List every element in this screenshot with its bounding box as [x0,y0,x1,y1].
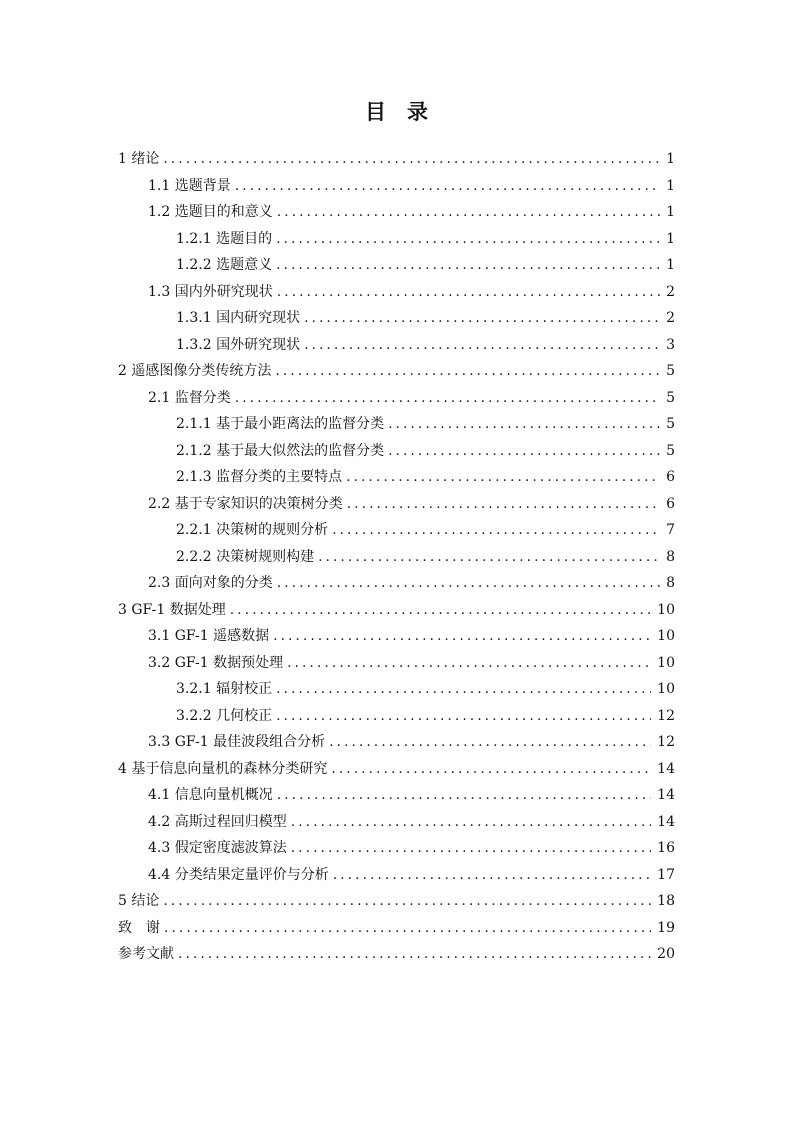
toc-page-number: 5 [666,442,675,459]
toc-entry[interactable] [176,411,675,437]
toc-entry-label: 1.2.1 选题目的 [176,230,273,247]
toc-entry[interactable] [118,597,675,623]
toc-leader-dots [235,385,660,411]
toc-entry-label: 2.1 监督分类 [148,389,231,406]
toc-entry[interactable] [176,544,675,570]
toc-page-number: 10 [657,601,675,618]
toc-entry[interactable] [148,279,675,305]
toc-entry[interactable] [176,464,675,490]
toc-entry[interactable] [118,888,675,914]
toc-leader-dots [164,915,651,941]
toc-entry[interactable] [176,332,675,358]
toc-entry[interactable] [118,941,675,967]
toc-leader-dots [163,888,651,914]
toc-leader-dots [230,597,651,623]
toc-entry[interactable] [148,862,675,888]
toc-leader-dots [178,941,651,967]
toc-page-number: 7 [666,522,675,538]
toc-leader-dots [287,650,651,676]
toc-page-number: 16 [657,840,675,856]
toc-page-number: 6 [666,469,675,485]
toc-leader-dots [163,146,660,172]
toc-entry-label: 3.2.1 辐射校正 [176,681,273,697]
toc-entry[interactable] [148,809,675,835]
toc-entry[interactable] [118,146,675,172]
toc-entry-label: 致 谢 [118,919,160,936]
toc-entry-label: 2.2.1 决策树的规则分析 [176,522,329,538]
toc-leader-dots [333,862,651,888]
toc-page-number: 18 [657,893,675,909]
toc-entry-label: 3.2.2 几何校正 [176,707,273,724]
toc-page-number: 1 [666,151,675,167]
toc-entry-label: 1.3.2 国外研究现状 [176,336,301,353]
toc-leader-dots [275,358,660,384]
toc-leader-dots [291,809,651,835]
toc-leader-dots [331,756,651,782]
toc-entry-label: 2.3 面向对象的分类 [148,575,273,591]
toc-leader-dots [277,199,660,225]
toc-entry[interactable] [148,491,675,517]
toc-leader-dots [332,517,660,543]
toc-entry-label: 1.1 选题背景 [148,177,231,194]
toc-entry[interactable] [148,835,675,861]
toc-page-number: 14 [657,787,675,803]
toc-entry[interactable] [148,570,675,596]
toc-page-number: 5 [666,363,675,379]
toc-entry-label: 3.2 GF-1 数据预处理 [148,654,284,671]
toc-entry-label: 4 基于信息向量机的森林分类研究 [118,760,328,777]
toc-leader-dots [318,544,660,570]
toc-leader-dots [276,226,660,252]
toc-leader-dots [388,411,660,437]
toc-page-number: 5 [666,389,675,406]
toc-entry[interactable] [148,623,675,649]
toc-entry[interactable] [176,676,675,702]
toc-leader-dots [388,438,660,464]
toc-entry[interactable] [118,358,675,384]
toc-leader-dots [276,676,651,702]
toc-entry[interactable] [176,438,675,464]
toc-entry-label: 3 GF-1 数据处理 [118,601,226,618]
toc-leader-dots [235,173,660,199]
toc-entry[interactable] [148,173,675,199]
toc-page-number: 1 [666,230,675,247]
toc-page-number: 1 [666,257,675,273]
toc-entry-label: 2.1.3 监督分类的主要特点 [176,469,343,485]
toc-page-number: 20 [657,946,675,962]
toc-entry[interactable] [148,650,675,676]
toc-leader-dots [347,491,660,517]
toc-entry-label: 1.2 选题目的和意义 [148,204,273,220]
toc-entry-label: 2 遥感图像分类传统方法 [118,363,272,379]
toc-entry-label: 3.1 GF-1 遥感数据 [148,628,270,644]
toc-page-number: 2 [666,310,675,326]
toc-entry[interactable] [148,729,675,755]
toc-leader-dots [276,703,651,729]
toc-page-number: 10 [657,654,675,671]
toc-page-number: 3 [666,336,675,353]
toc-page-number: 19 [657,919,675,936]
toc-entry-label: 参考文献 [118,946,174,962]
toc-page-number: 10 [657,628,675,644]
toc-page-number: 14 [657,760,675,777]
toc-entry[interactable] [118,915,675,941]
toc-entry-label: 1.3 国内外研究现状 [148,283,273,300]
toc-leader-dots [277,782,651,808]
toc-page-number: 12 [657,707,675,724]
toc-entry-label: 4.4 分类结果定量评价与分析 [148,866,329,883]
toc-entry-label: 4.1 信息向量机概况 [148,787,273,803]
toc-entry[interactable] [176,252,675,278]
toc-entry-label: 2.1.1 基于最小距离法的监督分类 [176,416,385,432]
toc-page-number: 12 [657,734,675,750]
toc-entry[interactable] [176,517,675,543]
toc-leader-dots [277,279,660,305]
toc-entry[interactable] [176,305,675,331]
toc-page-number: 2 [666,283,675,300]
toc-leader-dots [304,332,660,358]
toc-page-number: 8 [666,548,675,565]
toc-entry[interactable] [148,385,675,411]
toc-entry-label: 1.2.2 选题意义 [176,257,273,273]
toc-entry-label: 3.3 GF-1 最佳波段组合分析 [148,734,326,750]
page-title: 目 录 [365,99,428,124]
toc-entry-label: 2.2 基于专家知识的决策树分类 [148,495,343,512]
toc-page-number: 6 [666,495,675,512]
toc-leader-dots [291,835,651,861]
toc-page-number: 1 [666,177,675,194]
toc-entry-label: 1 绪论 [118,151,160,167]
toc-leader-dots [273,623,651,649]
toc-page-number: 10 [657,681,675,697]
toc-page-number: 14 [657,813,675,830]
toc-entry-label: 1.3.1 国内研究现状 [176,310,301,326]
toc-leader-dots [304,305,660,331]
toc-page-number: 8 [666,575,675,591]
toc-entry[interactable] [148,199,675,225]
toc-entry-label: 2.2.2 决策树规则构建 [176,548,315,565]
toc-entry[interactable] [148,782,675,808]
toc-entry[interactable] [176,703,675,729]
toc-entry-label: 5 结论 [118,893,160,909]
toc-leader-dots [346,464,660,490]
toc-page-number: 5 [666,416,675,432]
toc-page-number: 1 [666,204,675,220]
toc-leader-dots [277,570,660,596]
toc-entry[interactable] [118,756,675,782]
toc-entry-label: 2.1.2 基于最大似然法的监督分类 [176,442,385,459]
toc-entry[interactable] [176,226,675,252]
toc-leader-dots [276,252,660,278]
toc-entry-label: 4.3 假定密度滤波算法 [148,840,287,856]
toc-entry-label: 4.2 高斯过程回归模型 [148,813,287,830]
toc-leader-dots [329,729,651,755]
toc-page-number: 17 [657,866,675,883]
